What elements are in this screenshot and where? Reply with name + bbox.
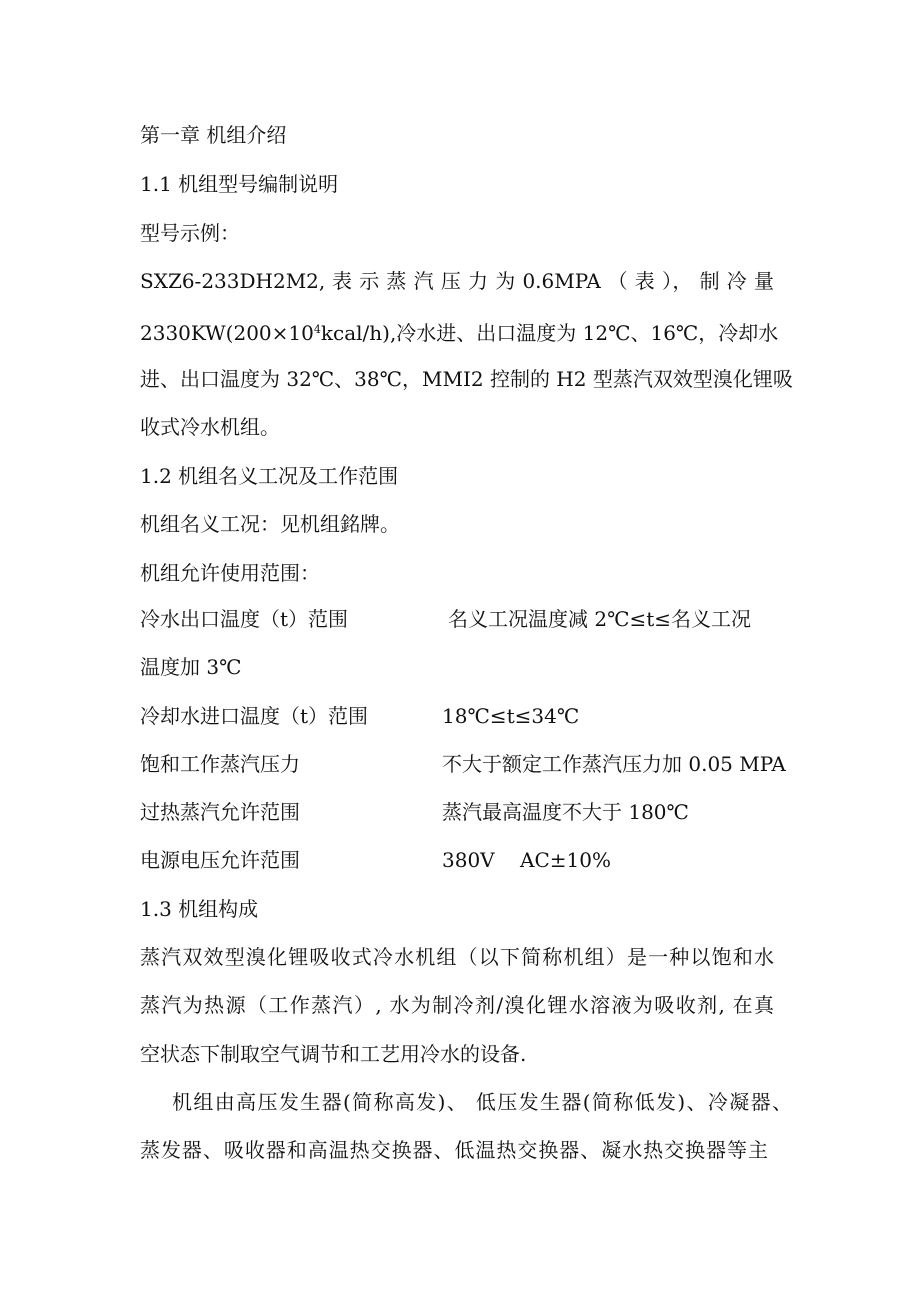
composition-line-3: 空状态下制取空气调节和工艺用冷水的设备. [140, 1042, 527, 1066]
range-value-steam-pressure: 不大于额定工作蒸汽压力加 0.05 MPA [442, 752, 786, 776]
range-label-steam-pressure: 饱和工作蒸汽压力 [140, 752, 300, 776]
nominal-conditions: 机组名义工况：见机组銘牌。 [140, 512, 400, 536]
model-desc-line-2b: kcal/h),冷水进、出口温度为 12℃、16℃，冷却水 [320, 321, 779, 345]
chapter-title: 第一章 机组介绍 [140, 123, 287, 147]
section-1-3-heading: 1.3 机组构成 [140, 897, 259, 921]
model-desc-line-2 [140, 316, 778, 347]
range-label-superheated-steam: 过热蒸汽允许范围 [140, 800, 300, 824]
range-label-chilled-water: 冷水出口温度（t）范围 [140, 607, 349, 631]
range-value-cooling-water: 18℃≤t≤34℃ [442, 704, 580, 728]
superscript-exponent: 4 [313, 323, 321, 336]
section-1-2-heading: 1.2 机组名义工况及工作范围 [140, 464, 399, 488]
range-value-voltage: 380V AC±10% [442, 848, 612, 872]
model-desc-line-4: 收式冷水机组。 [140, 415, 280, 439]
model-desc-line-2a: 2330KW(200×10 [140, 321, 314, 345]
range-label-voltage: 电源电压允许范围 [140, 848, 300, 872]
composition-line-2: 蒸汽为热源（工作蒸汽）, 水为制冷剂/溴化锂水溶液为吸收剂, 在真 [140, 993, 774, 1017]
components-line-2: 蒸发器、吸收器和高温热交换器、低温热交换器、凝水热交换器等主 [140, 1138, 768, 1162]
example-label: 型号示例： [140, 221, 240, 245]
components-line-1: 机组由高压发生器(简称高发)、 低压发生器(简称低发)、冷凝器、 [172, 1090, 792, 1114]
range-value-chilled-water: 名义工况温度减 2℃≤t≤名义工况 [448, 607, 752, 631]
composition-line-1: 蒸汽双效型溴化锂吸收式冷水机组（以下简称机组）是一种以饱和水 [140, 945, 774, 969]
range-label-cooling-water: 冷却水进口温度（t）范围 [140, 704, 369, 728]
allowed-range-label: 机组允许使用范围： [140, 561, 320, 585]
range-value-superheated-steam: 蒸汽最高温度不大于 180℃ [442, 800, 689, 824]
model-desc-line-3: 进、出口温度为 32℃、38℃，MMI2 控制的 H2 型蒸汽双效型溴化锂吸 [140, 367, 793, 391]
range-label-continuation: 温度加 3℃ [140, 655, 242, 679]
section-1-1-heading: 1.1 机组型号编制说明 [140, 172, 339, 196]
model-desc-line-1: SXZ6-233DH2M2, 表 示 蒸 汽 压 力 为 0.6MPA （ 表 ）， 制 冷 量 [140, 269, 774, 293]
